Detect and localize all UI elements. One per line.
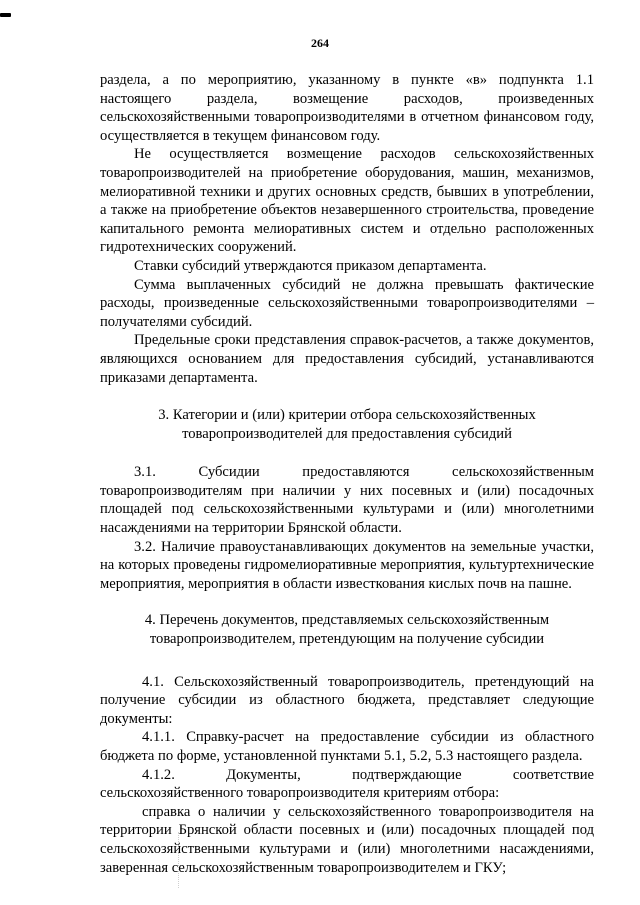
paragraph-no-reimbursement: Не осуществляется возмещение расходов сельскохозяйственных товаропроизводителей на приобретение оборудования, машин, механизмов, мелиоративной техники и других основных средств, бывших в употреблении, а также на приобретение объектов незавершенного строительства, проведение капитального ремонта мелиоративных систем и отдельно расположенных гидротехнических сооружений. [100,146,594,256]
section-4-heading [100,611,594,648]
clause-4-1-1: 4.1.1. Справку-расчет на предоставление субсидии из областного бюджета по форме, установленной пунктами 5.1, 5.2, 5.3 настоящего раздела. [100,729,594,764]
document-body [100,71,594,877]
scan-artifact [178,832,183,888]
clause-3-1: 3.1. Субсидии предоставляются сельскохозяйственным товаропроизводителям при наличии у них посевных и (или) посадочных площадей под сельскохозяйственными культурами и (или) многолетними насаждениями на территории Брянской области. [100,464,594,537]
scan-edge-mark [0,13,11,17]
section-3-heading-line-2: товаропроизводителей для предоставления субсидий [182,425,512,442]
section-4-heading-line-1: 4. Перечень документов, представляемых сельскохозяйственным [144,612,550,629]
clause-4-1-2: 4.1.2. Документы, подтверждающие соответствие сельскохозяйственного товаропроизводителя критериям отбора: [100,766,594,802]
clause-4-1-2-certificate: справка о наличии у сельскохозяйственного товаропроизводителя на территории Брянской области посевных и (или) посадочных площадей под сельскохозяйственными культурами и (или) многолетними насаждениями, заверенная сельскохозяйственным товаропроизводителем и ГКУ; [100,803,594,876]
page-number: 264 [311,36,329,50]
paragraph-continuation: раздела, а по мероприятию, указанному в пункте «в» подпункта 1.1 настоящего раздела, возмещение расходов, произведенных сельскохозяйственными товаропроизводителями в отчетном финансовом году, осуществляется в текущем финансовом году. [100,72,594,144]
section-4-heading-line-2: товаропроизводителем, претендующим на получение субсидии [149,631,545,648]
section-3-heading-line-1: 3. Категории и (или) критерии отбора сельскохозяйственных [158,407,536,424]
paragraph-subsidy-rates: Ставки субсидий утверждаются приказом департамента. [134,257,487,274]
clause-3-2: 3.2. Наличие правоустанавливающих документов на земельные участки, на которых проведены гидромелиоративные мероприятия, культуртехнические мероприятия, мероприятия в области известкования кислых почв на пашне. [100,538,594,592]
paragraph-deadlines: Предельные сроки представления справок-расчетов, а также документов, являющихся основанием для предоставления субсидий, устанавливаются приказами департамента. [100,332,594,386]
section-3-heading [100,406,594,443]
clause-4-1: 4.1. Сельскохозяйственный товаропроизводитель, претендующий на получение субсидии из областного бюджета, представляет следующие документы: [100,673,594,727]
paragraph-subsidy-limit: Сумма выплаченных субсидий не должна превышать фактические расходы, произведенные сельскохозяйственными товаропроизводителями – получателями субсидий. [100,276,594,330]
